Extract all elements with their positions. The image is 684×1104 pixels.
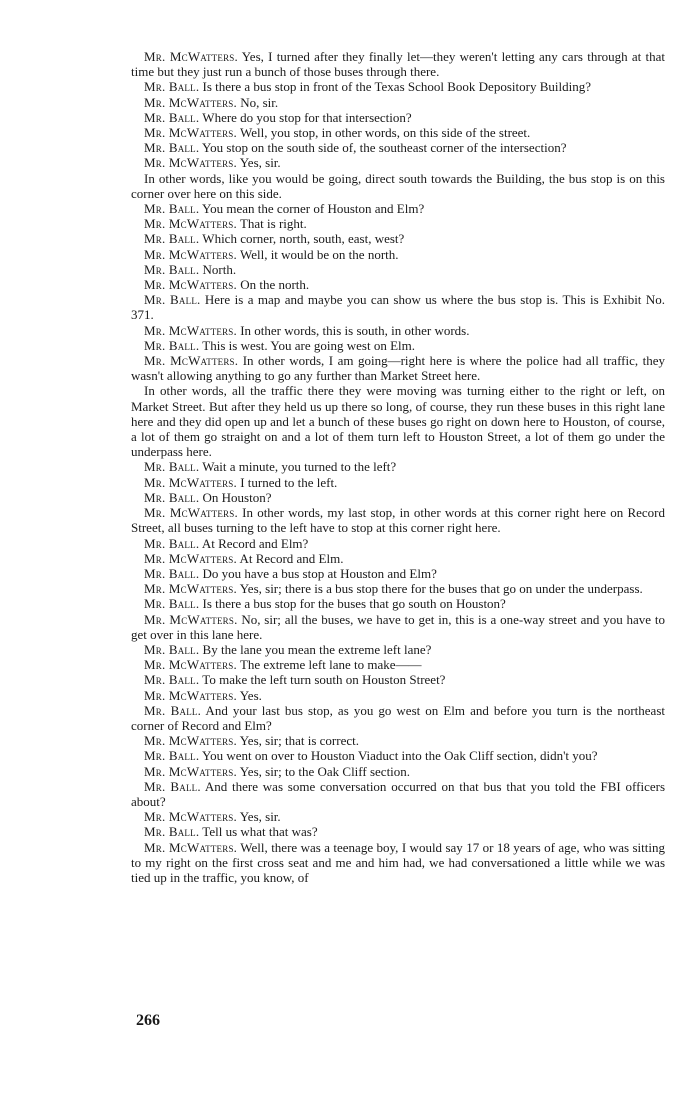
testimony-paragraph <box>131 566 665 581</box>
testimony-paragraph <box>131 824 665 839</box>
speech-text: On the north. <box>236 277 310 293</box>
speech-text: And there was some conversation occurred on that bus that you told the FBI officers about? <box>131 778 666 809</box>
speaker-name: Mr. Ball. <box>144 748 200 764</box>
testimony-paragraph <box>131 49 665 79</box>
testimony-paragraph <box>131 262 665 277</box>
speaker-name: Mr. Ball. <box>144 672 200 688</box>
speech-text: In other words, my last stop, in other words at this corner right here on Record Street, all buses turning to the left have to stop at this corner right here. <box>131 505 665 536</box>
testimony-paragraph <box>131 323 665 338</box>
speech-text: Well, there was a teenage boy, I would say 17 or 18 years of age, who was sitting to my right on the first cross seat and me and him had, we had conversationed a little while we was tied up in the traffic, you know, of <box>131 839 666 885</box>
speaker-name: Mr. McWatters. <box>144 322 237 338</box>
speaker-name: Mr. McWatters. <box>144 763 237 779</box>
speaker-name: Mr. McWatters. <box>144 550 237 566</box>
speaker-name: Mr. Ball. <box>144 565 200 581</box>
speaker-name: Mr. McWatters. <box>144 657 237 673</box>
speaker-name: Mr. Ball. <box>144 596 200 612</box>
speech-text: You stop on the south side of, the southeast corner of the intersection? <box>199 140 567 156</box>
speech-text: Yes, sir. <box>236 155 281 171</box>
testimony-paragraph <box>131 840 665 886</box>
speaker-name: Mr. McWatters. <box>144 687 237 703</box>
speaker-name: Mr. Ball. <box>144 231 200 247</box>
speech-text: The extreme left lane to make—— <box>236 657 422 673</box>
speech-text: Well, it would be on the north. <box>236 246 399 262</box>
speech-text: And your last bus stop, as you go west on Elm and before you turn is the northeast corner of Record and Elm? <box>131 702 665 733</box>
speech-text: In other words, all the traffic there they were moving was turning either to the right or left, on Market Street. But after they held us up there so long, of course, they run these buses in this right lane here and they did open up and let a bunch of these buses go right on down here to Houston, of course, a lot of them go straight on and a lot of them turn left to Houston Street, a lot of them go under the underpass here. <box>131 383 665 460</box>
speech-text: On Houston? <box>199 489 272 505</box>
speech-text: Tell us what that was? <box>199 824 318 840</box>
speech-text: Yes, sir; to the Oak Cliff section. <box>236 763 411 779</box>
speaker-name: Mr. McWatters. <box>144 581 237 597</box>
speaker-name: Mr. Ball. <box>144 79 200 95</box>
speech-text: In other words, this is south, in other words. <box>236 322 470 338</box>
testimony-paragraph <box>131 292 665 322</box>
speech-text: Where do you stop for that intersection? <box>199 109 412 125</box>
testimony-paragraph <box>131 353 665 383</box>
testimony-paragraph <box>131 79 665 94</box>
speech-text: By the lane you mean the extreme left lane? <box>199 641 432 657</box>
testimony-paragraph <box>131 536 665 551</box>
speech-text: In other words, I am going—right here is where the police had all traffic, they wasn't allowing anything to go any further than Market Street here. <box>131 353 665 384</box>
speech-text: In other words, like you would be going, direct south towards the Building, the bus stop is on this corner over here on this side. <box>131 170 665 201</box>
testimony-paragraph <box>131 125 665 140</box>
testimony-paragraph <box>131 277 665 292</box>
speech-text: At Record and Elm. <box>236 550 344 566</box>
speech-text: I turned to the left. <box>236 474 338 490</box>
speaker-name: Mr. Ball. <box>144 535 200 551</box>
testimony-paragraph <box>131 171 665 201</box>
testimony-paragraph <box>131 657 665 672</box>
speech-text: Well, you stop, in other words, on this side of the street. <box>236 125 531 141</box>
testimony-paragraph <box>131 779 665 809</box>
testimony-paragraph <box>131 505 665 535</box>
speech-text: At Record and Elm? <box>199 535 309 551</box>
testimony-paragraph <box>131 748 665 763</box>
speaker-name: Mr. McWatters. <box>144 733 237 749</box>
testimony-paragraph <box>131 688 665 703</box>
speaker-name: Mr. Ball. <box>144 292 201 308</box>
speaker-name: Mr. Ball. <box>144 641 200 657</box>
speaker-name: Mr. McWatters. <box>144 246 237 262</box>
testimony-paragraph <box>131 231 665 246</box>
testimony-paragraph <box>131 703 665 733</box>
testimony-paragraph <box>131 201 665 216</box>
speech-text: North. <box>199 261 237 277</box>
speaker-name: Mr. McWatters. <box>144 474 237 490</box>
testimony-paragraph <box>131 110 665 125</box>
speaker-name: Mr. Ball. <box>144 824 200 840</box>
speech-text: Yes, sir. <box>236 809 281 825</box>
speaker-name: Mr. McWatters. <box>144 809 237 825</box>
testimony-paragraph <box>131 809 665 824</box>
testimony-paragraph <box>131 383 665 459</box>
testimony-paragraph <box>131 596 665 611</box>
speaker-name: Mr. Ball. <box>144 261 200 277</box>
speaker-name: Mr. McWatters. <box>144 155 237 171</box>
speaker-name: Mr. Ball. <box>144 337 200 353</box>
speech-text: Here is a map and maybe you can show us where the bus stop is. This is Exhibit No. 371. <box>131 292 665 323</box>
testimony-paragraph <box>131 672 665 687</box>
testimony-paragraph <box>131 140 665 155</box>
speech-text: You went on over to Houston Viaduct into the Oak Cliff section, didn't you? <box>199 748 598 764</box>
speech-text: To make the left turn south on Houston Street? <box>199 672 446 688</box>
testimony-paragraph <box>131 612 665 642</box>
testimony-paragraph <box>131 642 665 657</box>
speech-text: Yes. <box>236 687 262 703</box>
speech-text: That is right. <box>236 216 307 232</box>
testimony-paragraph <box>131 475 665 490</box>
speaker-name: Mr. Ball. <box>144 201 200 217</box>
speech-text: Which corner, north, south, east, west? <box>199 231 405 247</box>
speech-text: You mean the corner of Houston and Elm? <box>199 201 425 217</box>
speaker-name: Mr. McWatters. <box>144 839 238 855</box>
speech-text: No, sir. <box>236 94 279 110</box>
testimony-paragraph <box>131 764 665 779</box>
speech-text: Wait a minute, you turned to the left? <box>199 459 397 475</box>
testimony-paragraph <box>131 733 665 748</box>
page-number: 266 <box>136 1012 160 1029</box>
speech-text: Yes, sir; there is a bus stop there for the buses that go on under the underpass. <box>236 581 643 597</box>
testimony-paragraph <box>131 155 665 170</box>
speech-text: Yes, sir; that is correct. <box>236 733 359 749</box>
testimony-paragraph <box>131 338 665 353</box>
speaker-name: Mr. Ball. <box>144 778 201 794</box>
speech-text: Yes, I turned after they finally let—they weren't letting any cars through at that time but they just run a bunch of those buses through there. <box>131 49 666 80</box>
speaker-name: Mr. McWatters. <box>144 49 238 64</box>
testimony-paragraph <box>131 216 665 231</box>
testimony-paragraph <box>131 490 665 505</box>
speaker-name: Mr. McWatters. <box>144 94 237 110</box>
speaker-name: Mr. McWatters. <box>144 611 238 627</box>
speech-text: Do you have a bus stop at Houston and Elm? <box>199 565 437 581</box>
speaker-name: Mr. Ball. <box>144 109 200 125</box>
speaker-name: Mr. McWatters. <box>144 216 237 232</box>
speaker-name: Mr. Ball. <box>144 702 202 718</box>
speaker-name: Mr. McWatters. <box>144 125 237 141</box>
speaker-name: Mr. McWatters. <box>144 505 238 521</box>
speaker-name: Mr. Ball. <box>144 140 200 156</box>
speech-text: No, sir; all the buses, we have to get in, this is a one-way street and you have to get over in this lane here. <box>131 611 666 642</box>
testimony-paragraph <box>131 95 665 110</box>
speech-text: This is west. You are going west on Elm. <box>199 337 415 353</box>
speaker-name: Mr. Ball. <box>144 489 200 505</box>
speech-text: Is there a bus stop in front of the Texas School Book Depository Building? <box>199 79 591 95</box>
testimony-paragraph <box>131 581 665 596</box>
testimony-paragraph <box>131 247 665 262</box>
speaker-name: Mr. McWatters. <box>144 277 237 293</box>
speaker-name: Mr. Ball. <box>144 459 200 475</box>
testimony-paragraph <box>131 551 665 566</box>
testimony-paragraph <box>131 459 665 474</box>
speech-text: Is there a bus stop for the buses that go south on Houston? <box>199 596 506 612</box>
testimony-body <box>131 49 665 885</box>
speaker-name: Mr. McWatters. <box>144 353 239 369</box>
